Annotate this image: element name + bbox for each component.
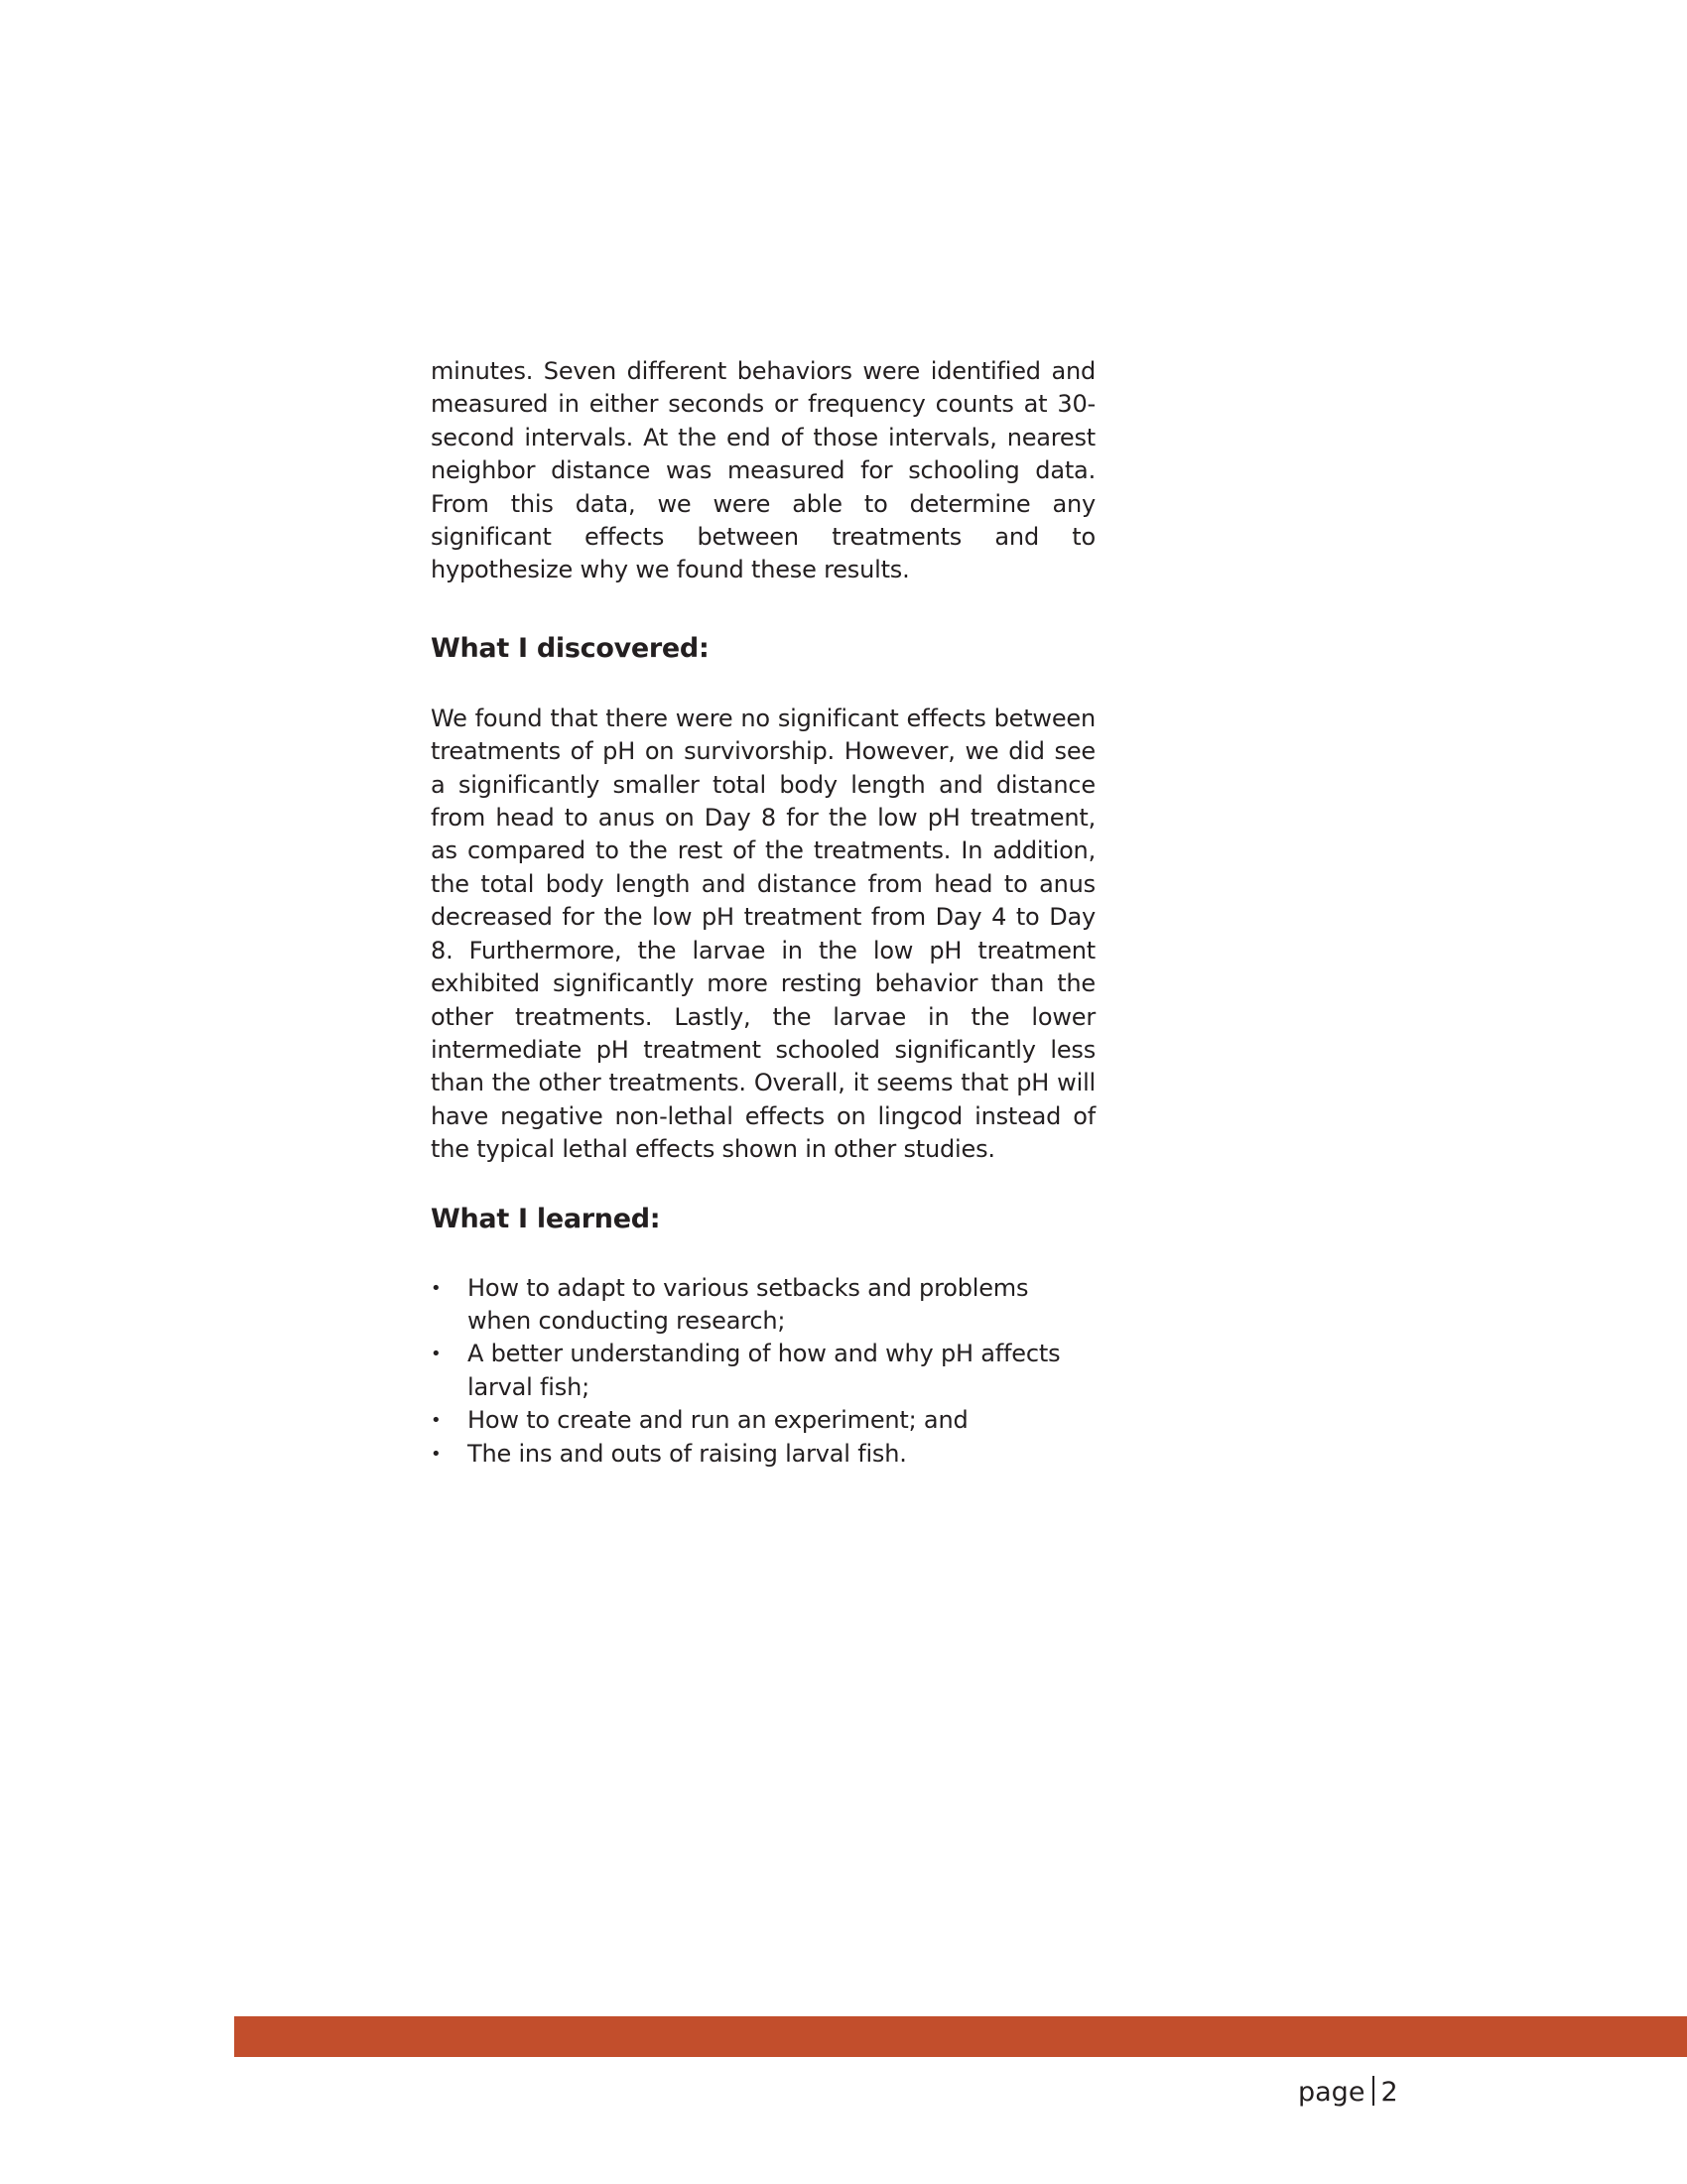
bullet-icon: • bbox=[431, 1344, 442, 1365]
document-body bbox=[431, 355, 1096, 1471]
list-item-text: How to create and run an experiment; and bbox=[467, 1406, 969, 1435]
page-number-value: 2 bbox=[1380, 2077, 1398, 2108]
list-item-text: A better understanding of how and why pH affects larval fish; bbox=[467, 1340, 1061, 1401]
list-item bbox=[431, 1438, 1086, 1471]
list-item bbox=[431, 1272, 1086, 1339]
bullet-icon: • bbox=[431, 1277, 442, 1299]
section-heading-learned: What I learned: bbox=[431, 1203, 661, 1234]
list-item bbox=[431, 1404, 1086, 1437]
page-number-divider bbox=[1372, 2076, 1374, 2106]
list-item bbox=[431, 1338, 1086, 1404]
learned-bullet-list bbox=[431, 1272, 1086, 1471]
intro-paragraph: minutes. Seven different behaviors were identified and measured in either seconds or frequency counts at 30-second intervals. At the end of those intervals, nearest neighbor distance was measured for schooling data. From this data, we were able to determine any significant effects between treatments and to hypothesize why we found these results. bbox=[431, 357, 1096, 584]
footer-accent-bar bbox=[234, 2016, 1687, 2057]
list-item-text: How to adapt to various setbacks and problems when conducting research; bbox=[467, 1273, 1029, 1335]
bullet-icon: • bbox=[431, 1443, 442, 1465]
discovered-paragraph: We found that there were no significant effects between treatments of pH on survivorship. However, we did see a significantly smaller total body length and distance from head to anus on Day 8 for the low pH treatment, as compared to the rest of the treatments. In addition, the total body length and distance from head to anus decreased for the low pH treatment from Day 4 to Day 8. Furthermore, the larvae in the low pH treatment exhibited significantly more resting behavior than the other treatments. Lastly, the larvae in the lower intermediate pH treatment schooled significantly less than the other treatments. Overall, it seems that pH will have negative non-lethal effects on lingcod instead of the typical lethal effects shown in other studies. bbox=[431, 704, 1096, 1164]
list-item-text: The ins and outs of raising larval fish. bbox=[467, 1439, 907, 1468]
page-label: page bbox=[1298, 2077, 1365, 2108]
section-heading-discovered: What I discovered: bbox=[431, 632, 710, 664]
bullet-icon: • bbox=[431, 1410, 442, 1432]
page-number bbox=[1298, 2075, 1398, 2111]
